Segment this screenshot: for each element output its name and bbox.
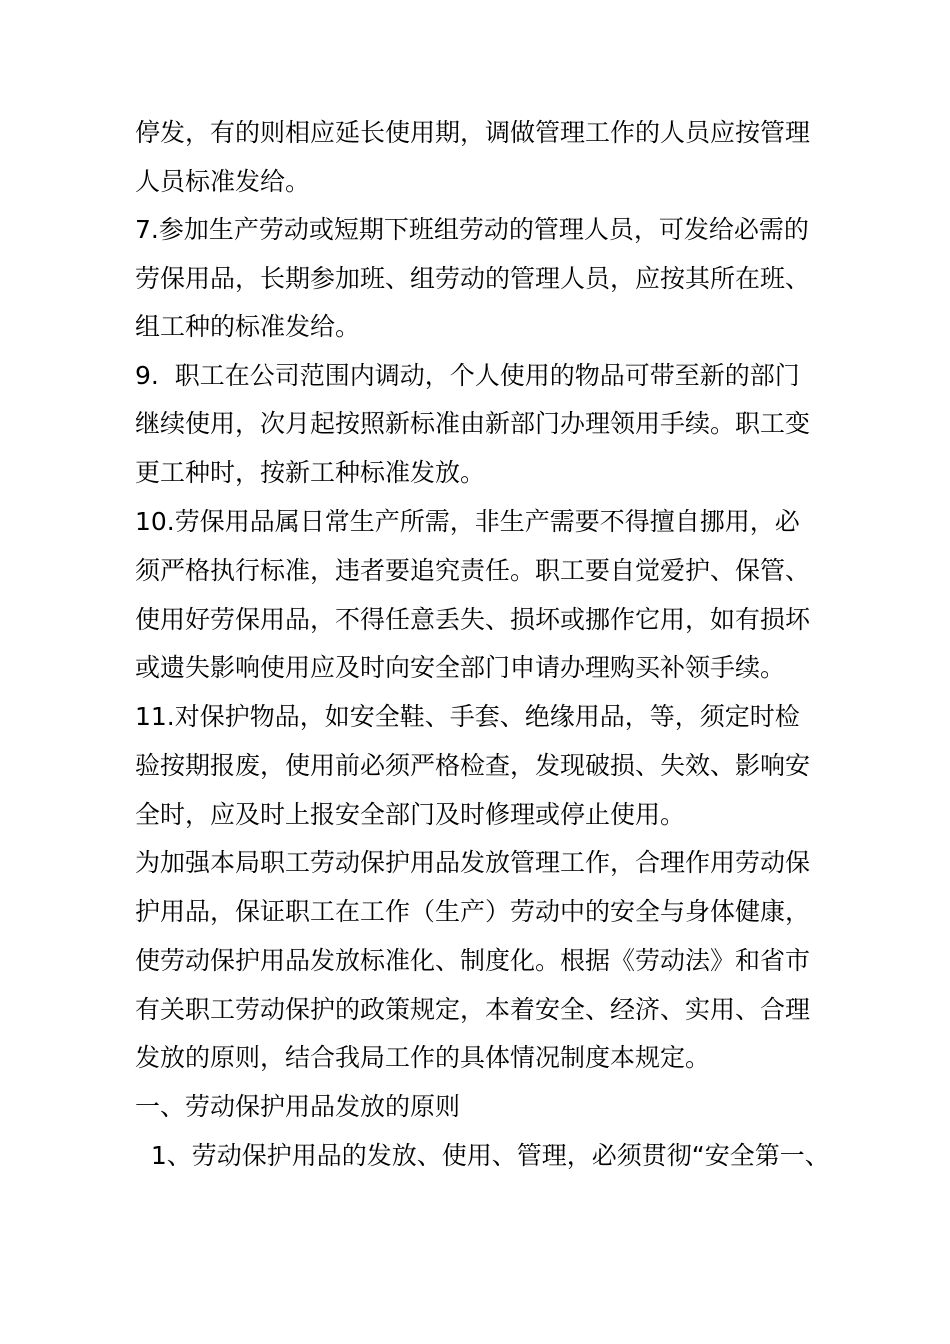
text-line: 1、劳动保护用品的发放、使用、管理，必须贯彻“安全第一、	[135, 1141, 830, 1170]
text-line: 劳保用品，长期参加班、组劳动的管理人员，应按其所在班、	[135, 264, 811, 293]
text-line: 验按期报废，使用前必须严格检查，发现破损、失效、影响安	[135, 751, 811, 780]
text-line: 为加强本局职工劳动保护用品发放管理工作，合理作用劳动保	[135, 848, 811, 877]
text-line: 10.劳保用品属日常生产所需，非生产需要不得擅自挪用，必	[135, 507, 800, 536]
text-line: 或遗失影响使用应及时向安全部门申请办理购买补领手续。	[135, 653, 786, 682]
text-line: 9. 职工在公司范围内调动，个人使用的物品可带至新的部门	[135, 361, 800, 390]
text-line: 11.对保护物品，如安全鞋、手套、绝缘用品，等，须定时检	[135, 702, 800, 731]
text-line: 7.参加生产劳动或短期下班组劳动的管理人员，可发给必需的	[135, 215, 809, 244]
text-line: 使用好劳保用品，不得任意丢失、损坏或挪作它用，如有损坏	[135, 605, 811, 634]
text-line: 使劳动保护用品发放标准化、制度化。根据《劳动法》和省市	[135, 946, 811, 975]
text-line: 发放的原则，结合我局工作的具体情况制度本规定。	[135, 1043, 711, 1072]
text-line: 人员标准发给。	[135, 167, 311, 196]
text-line: 停发，有的则相应延长使用期，调做管理工作的人员应按管理	[135, 118, 811, 147]
text-line: 护用品，保证职工在工作（生产）劳动中的安全与身体健康，	[135, 897, 811, 926]
text-line: 须严格执行标准，违者要追究责任。职工要自觉爱护、保管、	[135, 556, 811, 585]
text-line: 全时，应及时上报安全部门及时修理或停止使用。	[135, 800, 686, 829]
text-line: 组工种的标准发给。	[135, 312, 361, 341]
text-line: 有关职工劳动保护的政策规定，本着安全、经济、实用、合理	[135, 995, 811, 1024]
text-line: 继续使用，次月起按照新标准由新部门办理领用手续。职工变	[135, 409, 811, 438]
section-heading: 一、劳动保护用品发放的原则	[135, 1092, 461, 1121]
text-line: 更工种时，按新工种标准发放。	[135, 458, 486, 487]
